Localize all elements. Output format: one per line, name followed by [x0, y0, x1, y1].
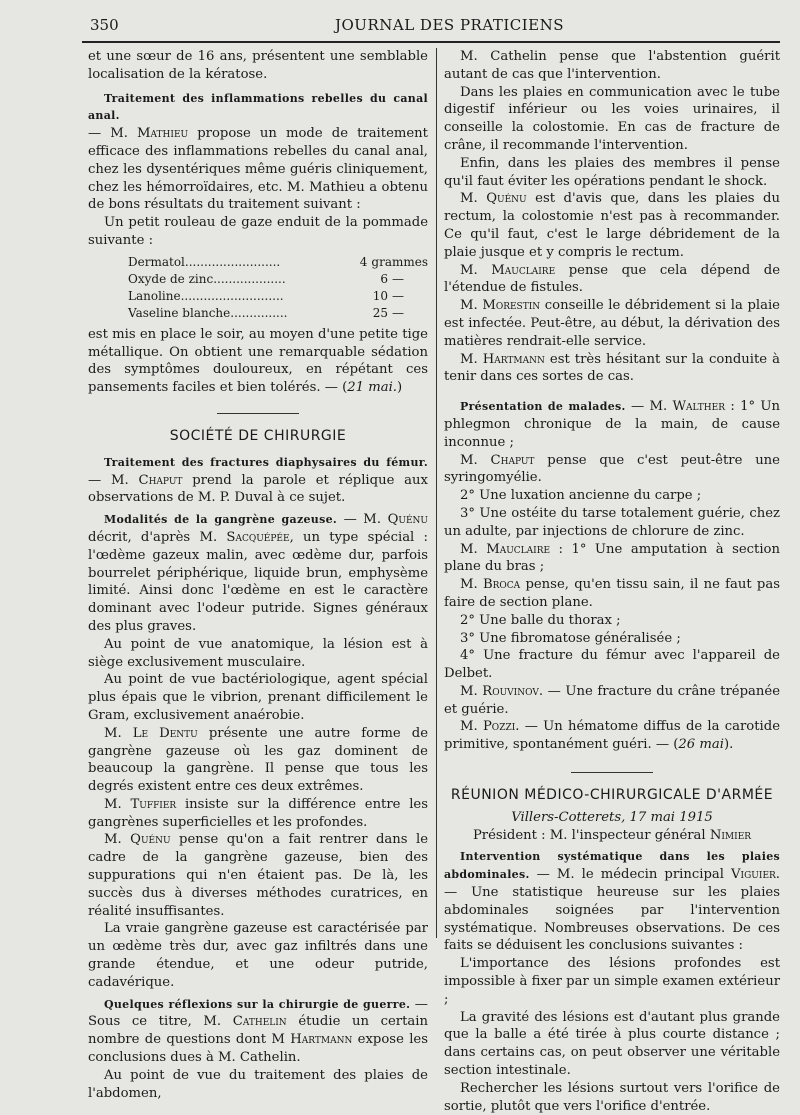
paragraph: Au point de vue du traitement des plaies de l'abdomen,	[88, 1067, 428, 1101]
president-line: Président : M. l'inspecteur général Nimier	[472, 827, 752, 843]
paragraph: M. Broca pense, qu'en tissu sain, il ne faut pas faire de section plane.	[444, 577, 780, 610]
paragraph: Au point de vue anatomique, la lésion est à siège exclusivement musculaire.	[88, 636, 428, 670]
section-title-societe: SOCIÉTÉ DE CHIRURGIE	[169, 427, 347, 444]
paragraph: Un petit rouleau de gaze enduit de la pommade suivante :	[88, 215, 428, 248]
section-title-reunion: RÉUNION MÉDICO-CHIRURGICALE D'ARMÉE	[450, 787, 774, 804]
paragraph: M. Mauclaire pense que cela dépend de l'étendue de fistules.	[444, 262, 780, 296]
paragraph: Intervention systématique dans les plaies abdominales. — M. le médecin principal Viguier. — Une statistique heureuse sur les plaies abdominales soignées par l'intervention systématique. Nombreuses observations. De ces faits se déduisent les conclusions suivantes :	[444, 850, 780, 954]
paragraph: Présentation de malades. — M. Walther : 1° Un phlegmon chronique de la main, de cause inconnue ;	[444, 399, 780, 450]
paragraph: 3° Une fibromatose généralisée ;	[460, 630, 681, 646]
formula-row: Vaseline blanche............... 25 —	[128, 305, 404, 320]
paragraph: 2° Une balle du thorax ;	[460, 612, 621, 628]
paragraph: Modalités de la gangrène gazeuse. — M. Quénu décrit, d'après M. Sacquépée, un type spécial : l'œdème gazeux malin, avec œdème dur, parfois bourrelet périphérique, liquide brun, emphysème limité. Ainsi donc l'œdème en est le caractère dominant avec l'odeur putride. Signes généraux des plus graves.	[88, 512, 428, 634]
paragraph: et une sœur de 16 ans, présentent une semblable localisation de la kératose.	[88, 49, 428, 82]
paragraph: M. Hartmann est très hésitant sur la conduite à tenir dans ces sortes de cas.	[444, 351, 781, 385]
article-heading-anal: Traitement des inflammations rebelles du canal anal.	[88, 91, 428, 123]
paragraph: M. Cathelin pense que l'abstention guérit autant de cas que l'intervention.	[444, 49, 780, 82]
paragraph: 3° Une ostéite du tarse totalement guérie, chez un adulte, par injections de chlorure de zinc.	[444, 505, 780, 539]
formula-row: Lanoline........................... 10 —	[128, 288, 404, 303]
journal-title: JOURNAL DES PRATICIENS	[335, 16, 565, 34]
paragraph: Enfin, dans les plaies des membres il pense qu'il faut éviter les opérations pendant le shock.	[444, 155, 780, 189]
paragraph: — M. Mathieu propose un mode de traitement efficace des inflammations rebelles du canal anal, chez les dysentériques même guéris cliniquement, chez les hémorroïdaires, etc. M. Mathieu a obtenu de bons résultats du traitement suivant :	[88, 126, 428, 213]
formula-row: Oxyde de zinc................... 6 —	[128, 271, 404, 286]
paragraph: M. Morestin conseille le débridement si la plaie est infectée. Peut-être, au début, la dérivation des matières rendrait-elle service.	[444, 298, 780, 349]
paragraph: M. Quénu pense qu'on a fait rentrer dans le cadre de la gangrène gazeuse, bien des suppurations qui n'en étaient pas. De là, les succès dus à diverses méthodes curatrices, en réalité insuffisantes.	[88, 832, 428, 919]
paragraph: M. Pozzi. — Un hématome diffus de la carotide primitive, spontanément guéri. — (26 mai).	[444, 719, 780, 753]
paragraph: M. Rouvinov. — Une fracture du crâne trépanée et guérie.	[444, 683, 780, 717]
right-column	[444, 48, 780, 1115]
paragraph: Dans les plaies en communication avec le tube digestif inférieur ou les voies urinaires, il conseille la colostomie. En cas de fracture de crâne, il recommande l'intervention.	[444, 84, 780, 153]
page-number: 350	[90, 16, 119, 34]
header-rule	[82, 41, 780, 43]
paragraph: Quelques réflexions sur la chirurgie de guerre. — Sous ce titre, M. Cathelin étudie un certain nombre de questions dont M Hartmann expose les conclusions dues à M. Cathelin.	[88, 996, 428, 1066]
paragraph: est mis en place le soir, au moyen d'une petite tige métallique. On obtient une remarquable sédation des symptômes douloureux, en répétant ces pansements faciles et bien tolérés. — (21 mai.)	[88, 326, 428, 396]
paragraph: La vraie gangrène gazeuse est caractérisée par un œdème très dur, avec gaz infiltrés dans une grande étendue, et une odeur putride, cadavérique.	[88, 921, 428, 990]
paragraph: Rechercher les lésions surtout vers l'orifice de sortie, plutôt que vers l'orifice d'entrée.	[444, 1080, 780, 1114]
meeting-place-date: Villers-Cotterets, 17 mai 1915	[511, 809, 713, 825]
section-rule	[217, 413, 299, 414]
paragraph: Au point de vue bactériologique, agent spécial plus épais que le vibrion, prenant difficilement le Gram, exclusivement anaérobie.	[88, 672, 428, 723]
paragraph: 2° Une luxation ancienne du carpe ;	[460, 488, 702, 504]
left-column	[88, 48, 428, 1102]
paragraph: La gravité des lésions est d'autant plus grande que la balle a été tirée à plus courte distance ; dans certains cas, on peut observer une véritable section intestinale.	[444, 1009, 780, 1079]
paragraph: M. Quénu est d'avis que, dans les plaies du rectum, la colostomie n'est pas à recommander. Ce qu'il faut, c'est le large débridement de la plaie jusque et y compris le rectum.	[444, 191, 780, 260]
formula-row: Dermatol......................... 4 grammes	[128, 254, 428, 269]
paragraph: Traitement des fractures diaphysaires du fémur. — M. Chaput prend la parole et réplique aux observations de M. P. Duval à ce sujet.	[88, 455, 428, 506]
paragraph: M. Chaput pense que c'est peut-être une syringomyélie.	[444, 452, 780, 486]
paragraph: M. Le Dentu présente une autre forme de gangrène gazeuse où les gaz dominent de beaucoup la gangrène. Il pense que tous les degrés existent entre ces deux extrêmes.	[88, 725, 429, 795]
section-rule	[571, 772, 653, 773]
formula-table	[128, 254, 428, 322]
paragraph: M. Mauclaire : 1° Une amputation à section plane du bras ;	[444, 541, 780, 575]
page-header	[0, 0, 800, 44]
paragraph: 4° Une fracture du fémur avec l'appareil de Delbet.	[444, 648, 780, 682]
column-divider	[436, 48, 437, 938]
paragraph: M. Tuffier insiste sur la différence entre les gangrènes superficielles et les profondes.	[88, 796, 428, 830]
paragraph: L'importance des lésions profondes est impossible à fixer par un simple examen extérieur ;	[444, 956, 780, 1007]
